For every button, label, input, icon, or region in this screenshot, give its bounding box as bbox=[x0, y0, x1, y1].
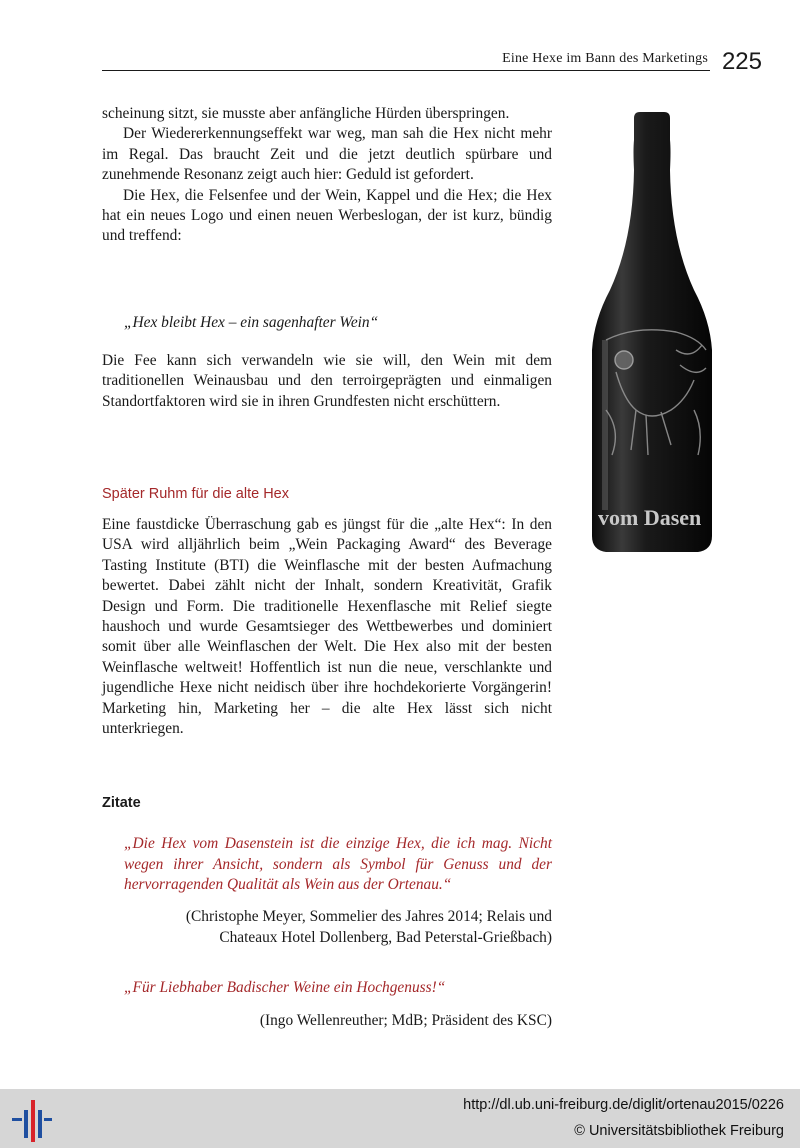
paragraph: Der Wiedererkennungseffekt war weg, man sah die Hex nicht mehr im Regal. Das braucht Zeit und die jetzt deutlich spürbare und zunehmende Resonanz zeigt auch hier: Geduld ist gefordert. bbox=[102, 125, 552, 184]
attribution-line: Chateaux Hotel Dollenberg, Bad Peterstal-Grießbach) bbox=[219, 929, 552, 946]
paragraph: Eine faustdicke Überraschung gab es jüngst für die „alte Hex“: In den USA wird alljährlich beim „Wein Packaging Award“ des Beverage Tasting Institute (BTI) die Weinflasche mit der besten Aufmachung bewertet. Dabei zählt nicht der Inhalt, sondern Kreativität, Grafik Design und Form. Die traditionelle Hexenflasche mit Relief siegte haushoch und wurde Gesamtsieger des Wettbewerbes und dominiert somit über alle Weinflaschen der Welt. Die Hex also mit der besten Weinflasche weltweit! Hoffentlich ist nun die neue, verschlankte und jugendliche Hexe nicht neidisch über ihre hochdekorierte Vorgängerin! Marketing hin, Marketing her – die alte Hex lässt sich nicht unterkriegen. bbox=[102, 516, 552, 738]
footer-url-link[interactable]: http://dl.ub.uni-freiburg.de/diglit/ortenau2015/0226 bbox=[463, 1097, 784, 1113]
paragraph: Die Fee kann sich verwandeln wie sie will, den Wein mit dem traditionellen Weinausbau und den terroirgeprägten und einmaligen Standortfaktoren wird sie in ihren Grundfesten nicht erschüttern. bbox=[102, 352, 552, 410]
page-number: 225 bbox=[721, 48, 762, 75]
bottle-lettering: vom Dasen bbox=[598, 505, 702, 530]
text-block-fee bbox=[102, 351, 552, 412]
bottle-silhouette bbox=[592, 112, 712, 552]
paragraph: scheinung sitzt, sie musste aber anfängliche Hürden überspringen. bbox=[102, 105, 510, 122]
attribution-line: (Christophe Meyer, Sommelier des Jahres 2014; Relais und bbox=[185, 908, 552, 925]
quote-attribution-meyer bbox=[186, 906, 552, 948]
header-rule bbox=[102, 70, 710, 71]
text-block-intro bbox=[102, 104, 552, 247]
slogan-quote: „Hex bleibt Hex – ein sagenhafter Wein“ bbox=[124, 314, 379, 331]
text-block-award bbox=[102, 515, 552, 739]
footer-copyright: © Universitätsbibliothek Freiburg bbox=[574, 1123, 784, 1139]
paragraph: Die Hex, die Felsenfee und der Wein, Kappel und die Hex; die Hex hat ein neues Logo und einen neuen Werbeslogan, der ist kurz, bündig und treffend: bbox=[102, 186, 552, 245]
wine-bottle-illustration bbox=[576, 110, 728, 556]
quote-attribution-wellenreuther: (Ingo Wellenreuther; MdB; Präsident des KSC) bbox=[259, 1012, 552, 1029]
running-head: Eine Hexe im Bann des Marketings bbox=[502, 51, 708, 66]
bottle-highlight bbox=[602, 340, 608, 510]
quote-meyer: „Die Hex vom Dasenstein ist die einzige Hex, die ich mag. Nicht wegen ihrer Ansicht, sondern als Symbol für Genuss und der hervorragenden Qualität als Wein aus der Ortenau.“ bbox=[124, 835, 552, 893]
section-title: Später Ruhm für die alte Hex bbox=[102, 486, 289, 502]
library-logo-icon bbox=[12, 1098, 52, 1142]
quote-wellenreuther: „Für Liebhaber Badischer Weine ein Hochgenuss!“ bbox=[124, 979, 446, 996]
wine-bottle-image bbox=[576, 110, 728, 556]
subsection-title: Zitate bbox=[102, 795, 141, 811]
